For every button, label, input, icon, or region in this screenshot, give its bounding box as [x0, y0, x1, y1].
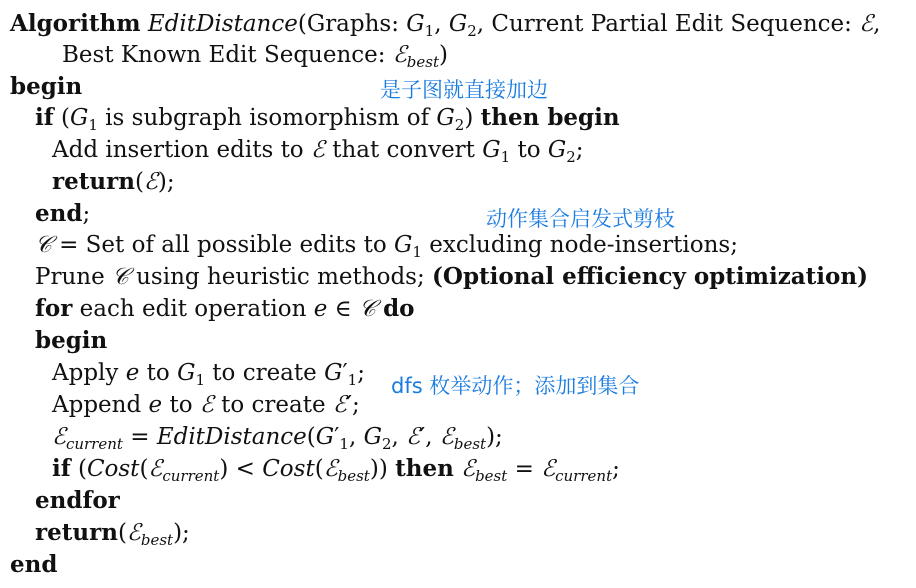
- annotation-subgraph: 是子图就直接加边: [380, 78, 548, 102]
- algorithm-header: [10, 10, 880, 38]
- prune-line: Prune 𝒞 using heuristic methods; (Optional efficiency optimization): [35, 263, 868, 290]
- if-cost-line: if (Cost(ℰ$_{current}$) < Cost(ℰ$_{best}$)) then ℰ$_{best}$ = ℰ$_{current}$;: [52, 455, 620, 485]
- end-if-line: end;: [35, 200, 91, 227]
- begin-keyword: begin: [10, 73, 83, 100]
- if-subgraph-line: if ($G_1$ is subgraph isomorphism of $G_2$) then begin: [35, 104, 620, 134]
- algorithm-name: EditDistance: [147, 11, 298, 37]
- algorithm-keyword: Algorithm: [10, 10, 141, 37]
- algorithm-params-continued: Best Known Edit Sequence: ℰ$_{best}$): [62, 42, 448, 71]
- add-insertion-line: Add insertion edits to ℰ that convert $G_1$ to $G_2$;: [52, 137, 584, 166]
- begin-inner-keyword: begin: [35, 327, 108, 354]
- apply-line: Apply e to $G_1$ to create $G'_1$;: [52, 360, 365, 389]
- append-line: Append e to ℰ to create ℰ′;: [52, 392, 360, 418]
- set-c-line: 𝒞 = Set of all possible edits to $G_1$ excluding node-insertions;: [35, 232, 738, 261]
- end-keyword: end: [10, 551, 58, 578]
- for-line: for each edit operation e ∈ 𝒞 do: [35, 295, 415, 322]
- return-best-line: return(ℰ$_{best}$);: [35, 519, 190, 549]
- endfor-keyword: endfor: [35, 487, 120, 514]
- annotation-prune: 动作集合启发式剪枝: [486, 207, 675, 231]
- prune-optional: (Optional efficiency optimization): [432, 263, 868, 290]
- algorithm-params: (Graphs: $G_1$, $G_2$, Current Partial Edit Sequence: ℰ,: [297, 11, 881, 40]
- annotation-dfs: dfs 枚举动作；添加到集合: [391, 374, 640, 398]
- recurse-line: ℰ$_{current}$ = $EditDistance(G'_1$, $G_2$, ℰ′, ℰ$_{best}$);: [52, 424, 503, 453]
- return-e-line: return(ℰ);: [52, 168, 175, 195]
